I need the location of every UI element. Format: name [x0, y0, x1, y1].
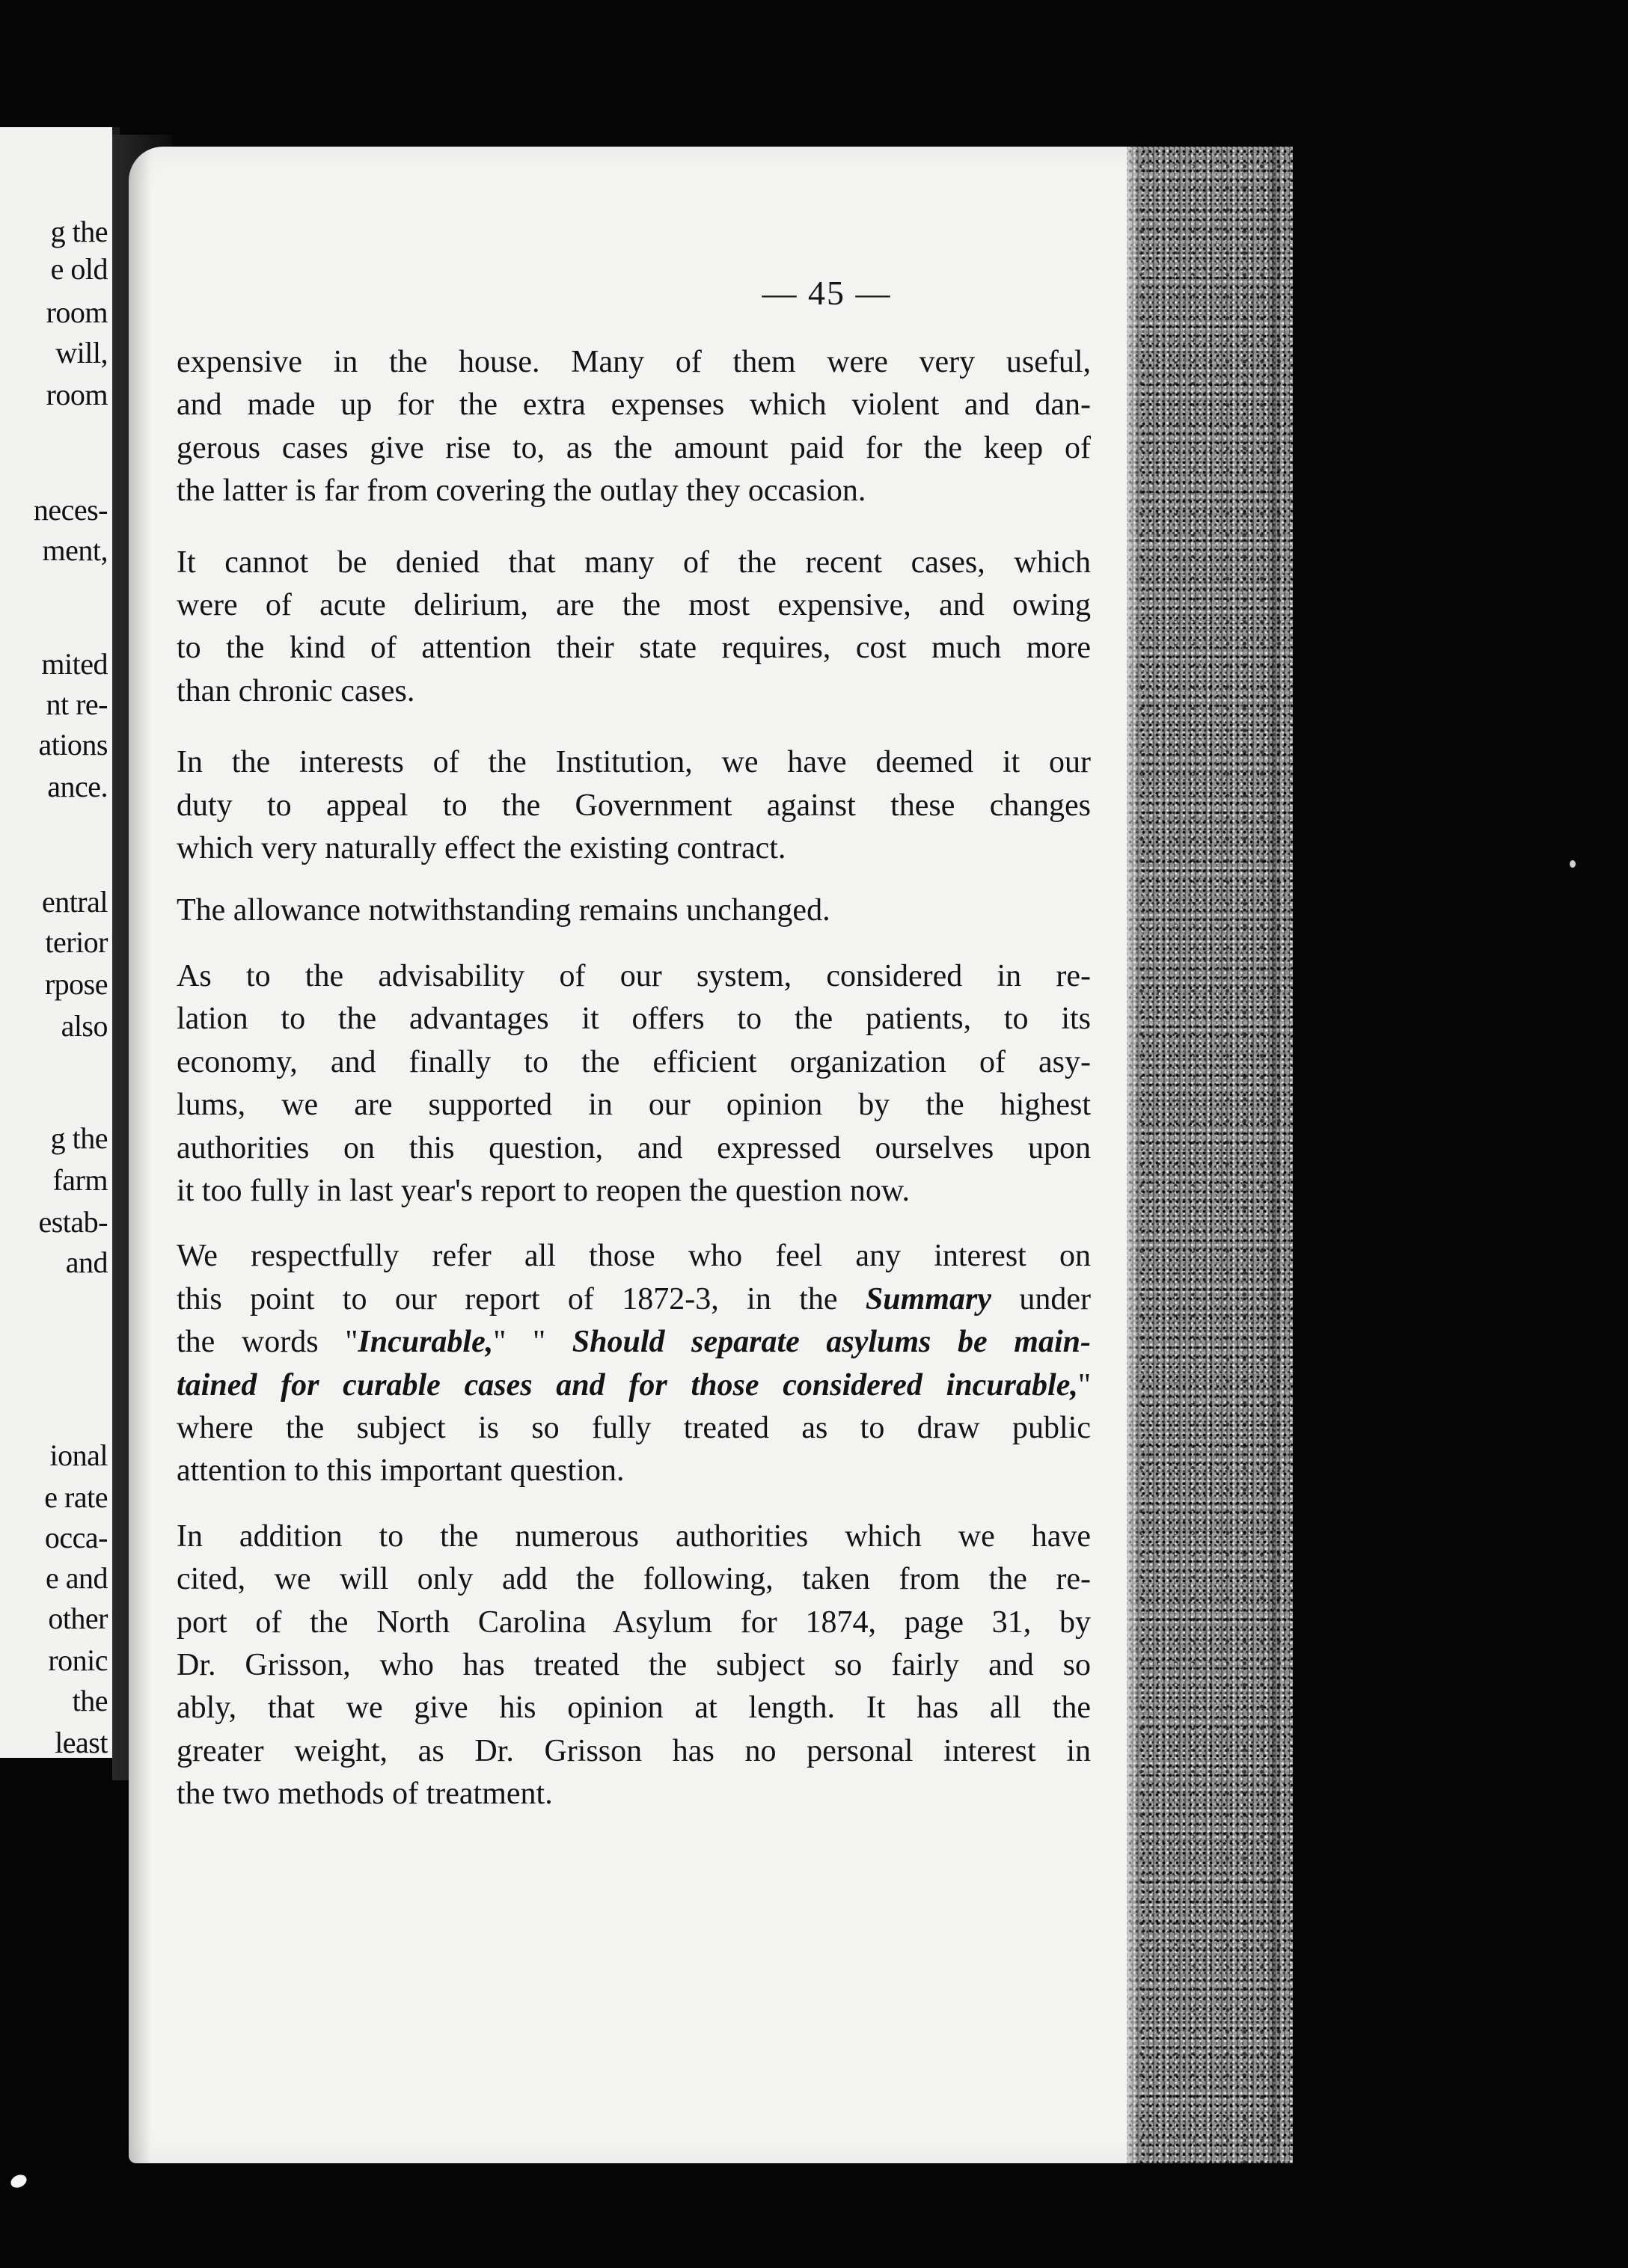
left-page-text-fragment: terior: [45, 925, 108, 959]
text-segment: " ": [493, 1325, 572, 1360]
italic-text: Summary: [865, 1281, 991, 1317]
text-line: In the interests of the Institution, we have deemed it our: [177, 745, 1091, 780]
text-line: the latter is far from covering the outlay they occasion.: [177, 473, 866, 509]
text-line: port of the North Carolina Asylum for 1874, page 31, by: [177, 1605, 1091, 1640]
left-page-text-fragment: mited: [41, 647, 108, 681]
left-page-text-fragment: ional: [49, 1438, 108, 1472]
italic-text: Incurable,: [358, 1325, 494, 1360]
paragraph: [177, 741, 1091, 870]
left-page-text-fragment: least: [55, 1726, 108, 1758]
text-segment: the words ": [177, 1325, 358, 1360]
left-page-text-fragment: also: [61, 1009, 108, 1043]
paragraph: [177, 955, 1091, 1213]
text-line: In addition to the numerous authorities which we have: [177, 1518, 1091, 1554]
text-line: greater weight, as Dr. Grisson has no personal interest in: [177, 1733, 1091, 1768]
text-line: lation to the advantages it offers to the patients, to its: [177, 1002, 1091, 1037]
text-segment: under: [991, 1281, 1091, 1317]
text-line: cited, we will only add the following, taken from the re-: [177, 1562, 1091, 1597]
paragraph: [177, 1235, 1091, 1492]
left-page-text-fragment: the: [72, 1684, 108, 1717]
left-page-text-fragment: neces-: [33, 493, 108, 527]
italic-text: Should separate asylums be main-: [572, 1325, 1091, 1360]
text-line: [177, 1321, 1091, 1364]
left-page-text-fragment: ations: [38, 728, 108, 761]
left-page-text-fragment: ance.: [47, 770, 108, 803]
text-line: ably, that we give his opinion at length. It has all the: [177, 1691, 1091, 1726]
text-line: economy, and finally to the efficient organization of asy-: [177, 1044, 1091, 1079]
text-line: [177, 1235, 1091, 1278]
text-line: and made up for the extra expenses which violent and dan-: [177, 387, 1091, 423]
text-line: than chronic cases.: [177, 673, 415, 708]
text-line: were of acute delirium, are the most expensive, and owing: [177, 588, 1091, 623]
text-line: As to the advisability of our system, considered in re-: [177, 958, 1091, 993]
book-page: [129, 147, 1293, 2163]
left-page-text-fragment: and: [65, 1245, 108, 1279]
text-line: to the kind of attention their state requires, cost much more: [177, 631, 1091, 666]
text-line: [177, 1364, 1091, 1407]
text-line: expensive in the house. Many of them were very useful,: [177, 345, 1091, 379]
text-segment: this point to our report of 1872-3, in the: [177, 1281, 866, 1317]
text-segment: ": [1077, 1367, 1091, 1403]
text-line: the two methods of treatment.: [177, 1777, 553, 1812]
left-page-text-fragment: e old: [50, 252, 108, 286]
left-facing-page: [0, 127, 120, 1758]
text-line: It cannot be denied that many of the recent cases, which: [177, 545, 1091, 580]
text-line: lums, we are supported in our opinion by the highest: [177, 1088, 1091, 1123]
text-line: gerous cases give rise to, as the amount paid for the keep of: [177, 430, 1091, 465]
scan-artifact: [9, 2172, 29, 2190]
paragraph: [177, 542, 1091, 714]
left-page-text-fragment: e and: [45, 1561, 108, 1595]
page-number-text: — 45 —: [762, 274, 892, 312]
text-segment: We respectfully refer all those who feel any interest on: [177, 1239, 1091, 1274]
text-line: [177, 1278, 1091, 1321]
text-line: it too fully in last year's report to reopen the question now.: [177, 1173, 910, 1208]
body-text: [177, 341, 1091, 1816]
left-page-text-fragment: room: [46, 295, 108, 329]
text-line: [177, 1407, 1091, 1450]
left-page-text-fragment: entral: [41, 885, 108, 919]
left-page-text-fragment: estab-: [38, 1205, 108, 1239]
paragraph: [177, 889, 1091, 932]
left-page-text-fragment: ronic: [48, 1643, 108, 1677]
left-page-text-fragment: nt re-: [46, 687, 108, 721]
text-line: The allowance notwithstanding remains unchanged.: [177, 893, 830, 928]
text-segment: attention to this important question.: [177, 1453, 625, 1489]
text-line: authorities on this question, and expressed ourselves upon: [177, 1130, 1091, 1165]
text-line: duty to appeal to the Government against these changes: [177, 788, 1091, 823]
text-segment: where the subject is so fully treated as to draw public: [177, 1410, 1091, 1445]
page-number: [129, 274, 1293, 313]
left-page-text-fragment: ment,: [42, 533, 108, 567]
scan-artifact: [1570, 860, 1576, 868]
gutter-shade: [129, 147, 151, 2163]
paragraph: [177, 1515, 1091, 1816]
left-page-text-fragment: e rate: [44, 1480, 108, 1514]
left-page-text-fragment: g the: [50, 1121, 108, 1155]
paragraph: [177, 341, 1091, 513]
left-page-text-fragment: other: [48, 1602, 108, 1635]
page-block-edge: [1127, 147, 1293, 2163]
left-page-text-fragment: will,: [55, 336, 108, 370]
left-page-text-fragment: farm: [52, 1163, 108, 1197]
italic-text: tained for curable cases and for those considered incurable,: [177, 1367, 1078, 1403]
left-page-text-fragment: room: [46, 378, 108, 411]
left-page-text-fragment: g the: [50, 215, 108, 248]
text-line: [177, 1450, 1091, 1492]
text-line: Dr. Grisson, who has treated the subject so fairly and so: [177, 1647, 1091, 1682]
text-line: which very naturally effect the existing contract.: [177, 831, 786, 866]
left-page-text-fragment: rpose: [44, 967, 108, 1001]
left-page-text-fragment: occa-: [44, 1521, 108, 1554]
